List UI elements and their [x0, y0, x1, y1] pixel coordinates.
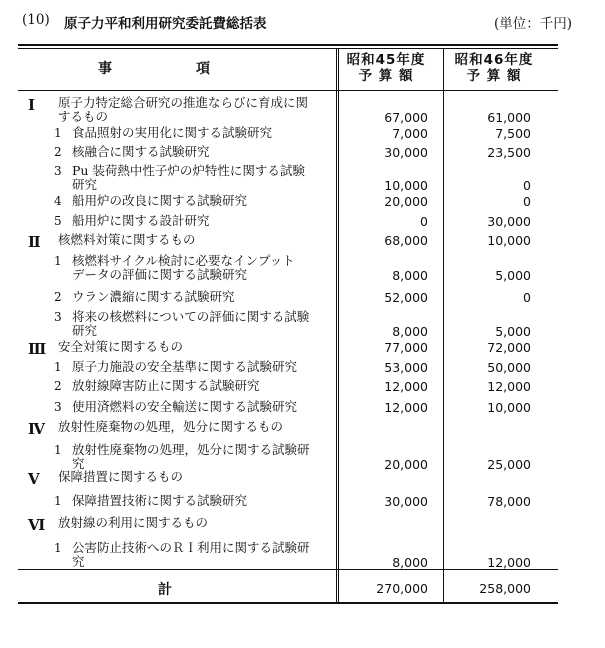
value-s45: 10,000: [384, 178, 428, 193]
row-label: 核燃料対策に関するもの: [58, 232, 196, 247]
value-s45: 77,000: [384, 340, 428, 355]
row-label: 安全対策に関するもの: [58, 339, 184, 354]
row-label: 使用済燃料の安全輸送に関する試験研究: [72, 399, 298, 414]
header-col-s45: [340, 52, 432, 84]
budget-table: [18, 44, 558, 604]
value-s46: 0: [523, 178, 531, 193]
row-label: 保障措置に関するもの: [58, 469, 184, 484]
value-s45: 8,000: [392, 324, 428, 339]
value-s45: 12,000: [384, 400, 428, 415]
item-row: [18, 310, 558, 340]
value-s45: 20,000: [384, 457, 428, 472]
total-s46: 258,000: [479, 581, 531, 596]
value-s46: 78,000: [487, 494, 531, 509]
value-s46: 0: [523, 290, 531, 305]
value-s45: 30,000: [384, 145, 428, 160]
header-rule: [18, 90, 558, 91]
table-title: 原子力平和利用研究委託費総括表: [64, 16, 267, 32]
section-numeral: Ⅳ: [28, 420, 46, 438]
item-number: 1: [54, 126, 62, 140]
total-s45: 270,000: [376, 581, 428, 596]
value-s45: 67,000: [384, 110, 428, 125]
row-label: ウラン濃縮に関する試験研究: [72, 289, 235, 304]
row-label: 船用炉に関する設計研究: [72, 213, 210, 228]
total-label: 計: [158, 582, 172, 598]
value-s46: 5,000: [495, 324, 531, 339]
value-s45: 7,000: [392, 126, 428, 141]
item-number: 1: [54, 443, 62, 457]
row-label-continued: するもの: [58, 109, 109, 124]
value-s45: 30,000: [384, 494, 428, 509]
value-s46: 5,000: [495, 268, 531, 283]
header-col-s46: [448, 52, 540, 84]
row-label: 放射線の利用に関するもの: [58, 515, 209, 530]
row-label: 核融合に関する試験研究: [72, 144, 210, 159]
row-label: 放射性廃棄物の処理，処分に関する試験研: [72, 442, 310, 457]
value-s46: 50,000: [487, 360, 531, 375]
item-number: 2: [54, 290, 62, 304]
row-label-continued: 究: [72, 456, 85, 471]
item-number: 3: [54, 310, 62, 324]
table-number: (10): [22, 12, 50, 28]
value-s46: 30,000: [487, 214, 531, 229]
value-s45: 12,000: [384, 379, 428, 394]
row-label-continued: 究: [72, 554, 85, 569]
item-row: [18, 254, 558, 284]
value-s46: 23,500: [487, 145, 531, 160]
bottom-rule: [18, 602, 558, 604]
value-s46: 12,000: [487, 555, 531, 570]
row-label: 放射性廃棄物の処理，処分に関するもの: [58, 419, 284, 434]
section-numeral: Ⅲ: [28, 340, 47, 358]
value-s45: 53,000: [384, 360, 428, 375]
row-label-continued: データの評価に関する試験研究: [72, 267, 248, 282]
row-label-continued: 研究: [72, 323, 98, 338]
item-number: 3: [54, 400, 62, 414]
top-rule-inner: [18, 48, 558, 49]
value-s46: 10,000: [487, 233, 531, 248]
item-number: 1: [54, 541, 62, 555]
row-label: 将来の核燃料についての評価に関する試験: [72, 309, 310, 324]
item-number: 4: [54, 194, 62, 208]
unit-label: (単位：千円): [493, 16, 572, 32]
item-number: 1: [54, 494, 62, 508]
item-number: 2: [54, 145, 62, 159]
value-s45: 0: [420, 214, 428, 229]
section-numeral: Ⅰ: [28, 96, 36, 114]
top-rule: [18, 44, 558, 46]
section-numeral: Ⅱ: [28, 233, 41, 251]
value-s46: 61,000: [487, 110, 531, 125]
row-label: 船用炉の改良に関する試験研究: [72, 193, 248, 208]
value-s45: 20,000: [384, 194, 428, 209]
value-s46: 12,000: [487, 379, 531, 394]
row-label: Pu 装荷熱中性子炉の炉特性に関する試験: [72, 163, 305, 178]
total-row: [18, 579, 558, 599]
value-s45: 8,000: [392, 268, 428, 283]
item-row: [18, 541, 558, 571]
item-number: 2: [54, 379, 62, 393]
section-numeral: Ⅴ: [28, 470, 40, 488]
title-row: [22, 12, 572, 32]
section-row: [18, 96, 558, 126]
row-label: 保障措置技術に関する試験研究: [72, 493, 248, 508]
value-s46: 72,000: [487, 340, 531, 355]
item-number: 3: [54, 164, 62, 178]
value-s46: 10,000: [487, 400, 531, 415]
row-label: 食品照射の実用化に関する試験研究: [72, 125, 273, 140]
header-col-s45-line1: 昭和45年度: [346, 52, 426, 68]
row-label: 放射線障害防止に関する試験研究: [72, 378, 260, 393]
value-s45: 68,000: [384, 233, 428, 248]
row-label-continued: 研究: [72, 177, 98, 192]
row-label: 公害防止技術へのＲＩ利用に関する試験研: [72, 540, 310, 555]
item-number: 1: [54, 360, 62, 374]
value-s46: 25,000: [487, 457, 531, 472]
value-s45: 52,000: [384, 290, 428, 305]
header-col-s45-line2: 予 算 額: [358, 68, 414, 84]
value-s46: 7,500: [495, 126, 531, 141]
row-label: 原子力施設の安全基準に関する試験研究: [72, 359, 298, 374]
header-col-s46-line1: 昭和46年度: [454, 52, 534, 68]
section-numeral: Ⅵ: [28, 516, 46, 534]
item-number: 5: [54, 214, 62, 228]
header-col-s46-line2: 予 算 額: [466, 68, 522, 84]
item-row: [18, 164, 558, 194]
item-number: 1: [54, 254, 62, 268]
value-s45: 8,000: [392, 555, 428, 570]
row-label: 原子力特定総合研究の推進ならびに育成に関: [58, 95, 309, 110]
value-s46: 0: [523, 194, 531, 209]
row-label: 核燃料サイクル検討に必要なインプット: [72, 253, 295, 268]
header-item: 事 項: [98, 61, 210, 77]
